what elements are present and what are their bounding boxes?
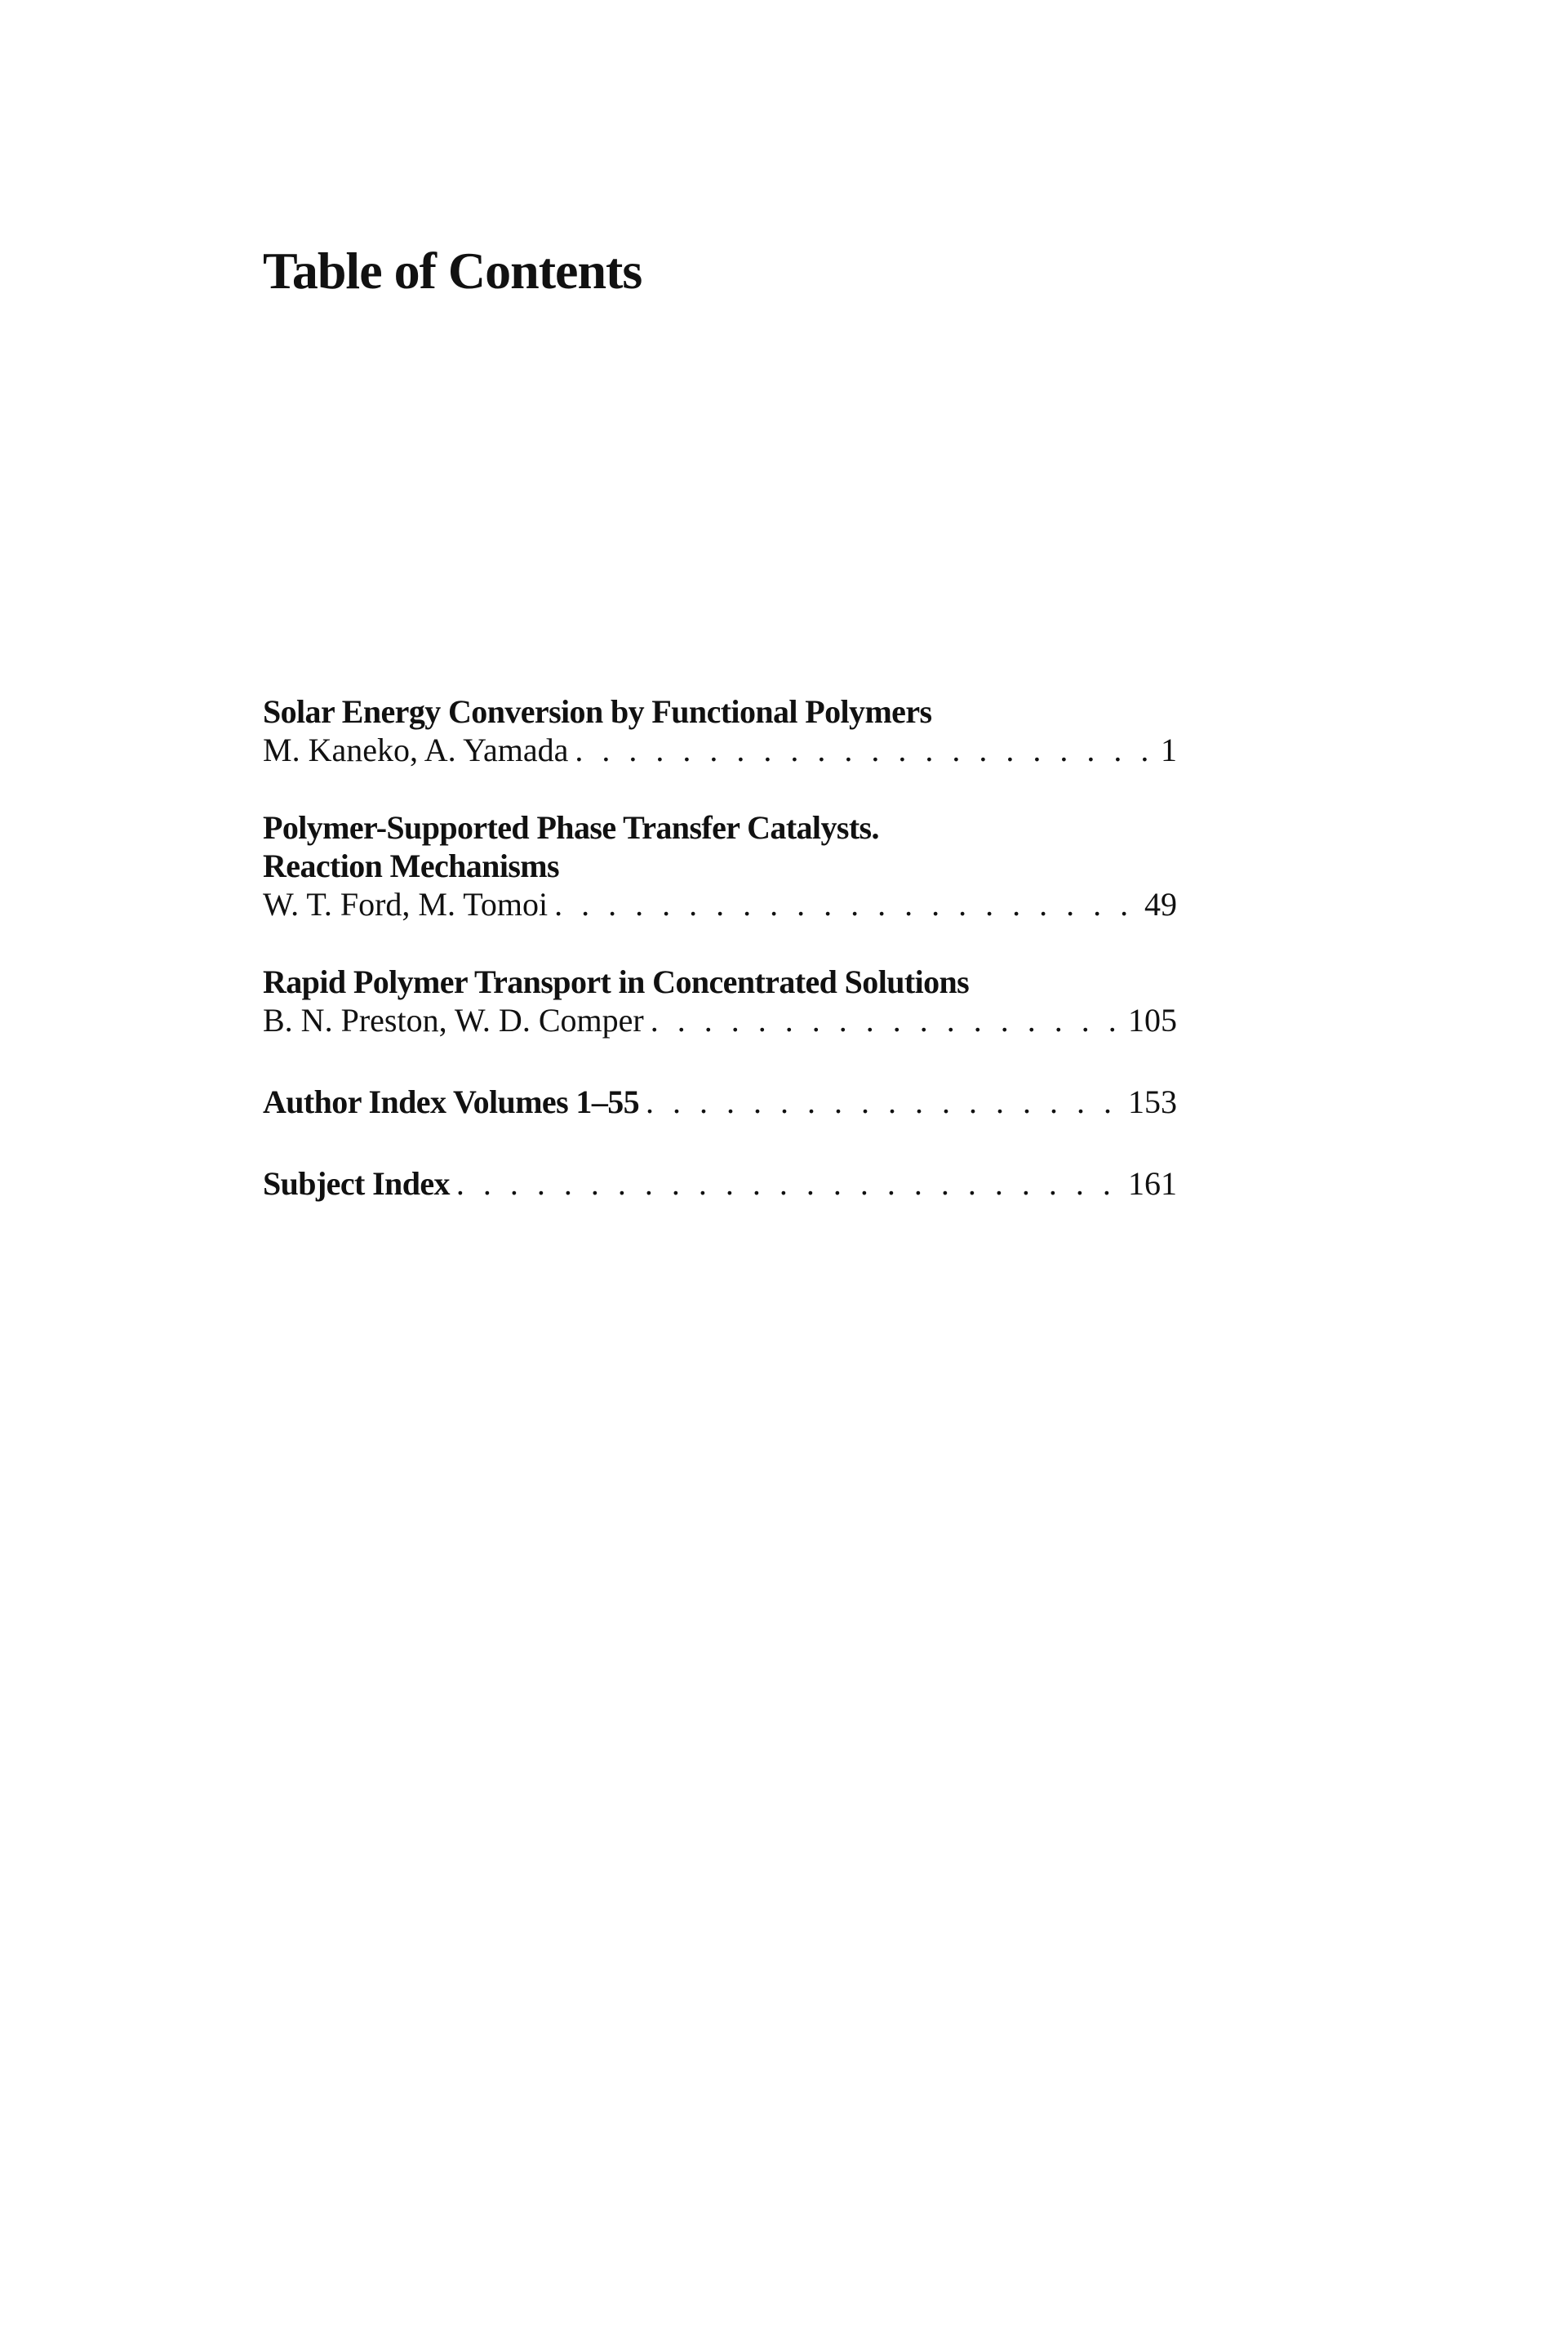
dot-leader bbox=[639, 1083, 1128, 1121]
author-index-label: Author Index Volumes 1–55 bbox=[263, 1083, 640, 1120]
toc-entry-line[interactable] bbox=[263, 1164, 1177, 1203]
toc-entry-authors: W. T. Ford, M. Tomoi bbox=[263, 886, 549, 923]
page-title: Table of Contents bbox=[263, 242, 642, 300]
dot-leader bbox=[568, 731, 1157, 769]
toc-entry-title: Solar Energy Conversion by Functional Polymers bbox=[263, 693, 932, 730]
dot-leader bbox=[548, 885, 1144, 923]
toc-entry-title-continued: Reaction Mechanisms bbox=[263, 848, 559, 884]
toc-entry-page-number: 161 bbox=[1128, 1165, 1177, 1202]
toc-entry bbox=[263, 963, 1177, 1039]
dot-leader bbox=[644, 1001, 1128, 1039]
toc-entry-line[interactable] bbox=[263, 731, 1177, 769]
toc-entry bbox=[263, 692, 1177, 769]
toc-entry-author-index bbox=[263, 1083, 1177, 1121]
toc-entry-line[interactable] bbox=[263, 1001, 1177, 1039]
toc-entry-line[interactable] bbox=[263, 885, 1177, 923]
toc-entry-title: Rapid Polymer Transport in Concentrated Solutions bbox=[263, 963, 970, 1000]
toc-entry-subject-index bbox=[263, 1164, 1177, 1203]
toc-entry-page-number: 153 bbox=[1128, 1083, 1177, 1120]
toc-entry-page-number: 105 bbox=[1128, 1002, 1177, 1039]
dot-leader bbox=[450, 1164, 1128, 1203]
toc-entry-line[interactable] bbox=[263, 1083, 1177, 1121]
toc-entry-title: Polymer-Supported Phase Transfer Catalysts. bbox=[263, 809, 879, 846]
toc-entry bbox=[263, 808, 1177, 923]
subject-index-label: Subject Index bbox=[263, 1165, 450, 1202]
table-of-contents bbox=[263, 692, 1177, 1203]
toc-entry-page-number: 49 bbox=[1144, 886, 1177, 923]
toc-entry-page-number: 1 bbox=[1161, 732, 1177, 768]
toc-entry-authors: M. Kaneko, A. Yamada bbox=[263, 732, 569, 768]
toc-entry-authors: B. N. Preston, W. D. Comper bbox=[263, 1002, 644, 1039]
